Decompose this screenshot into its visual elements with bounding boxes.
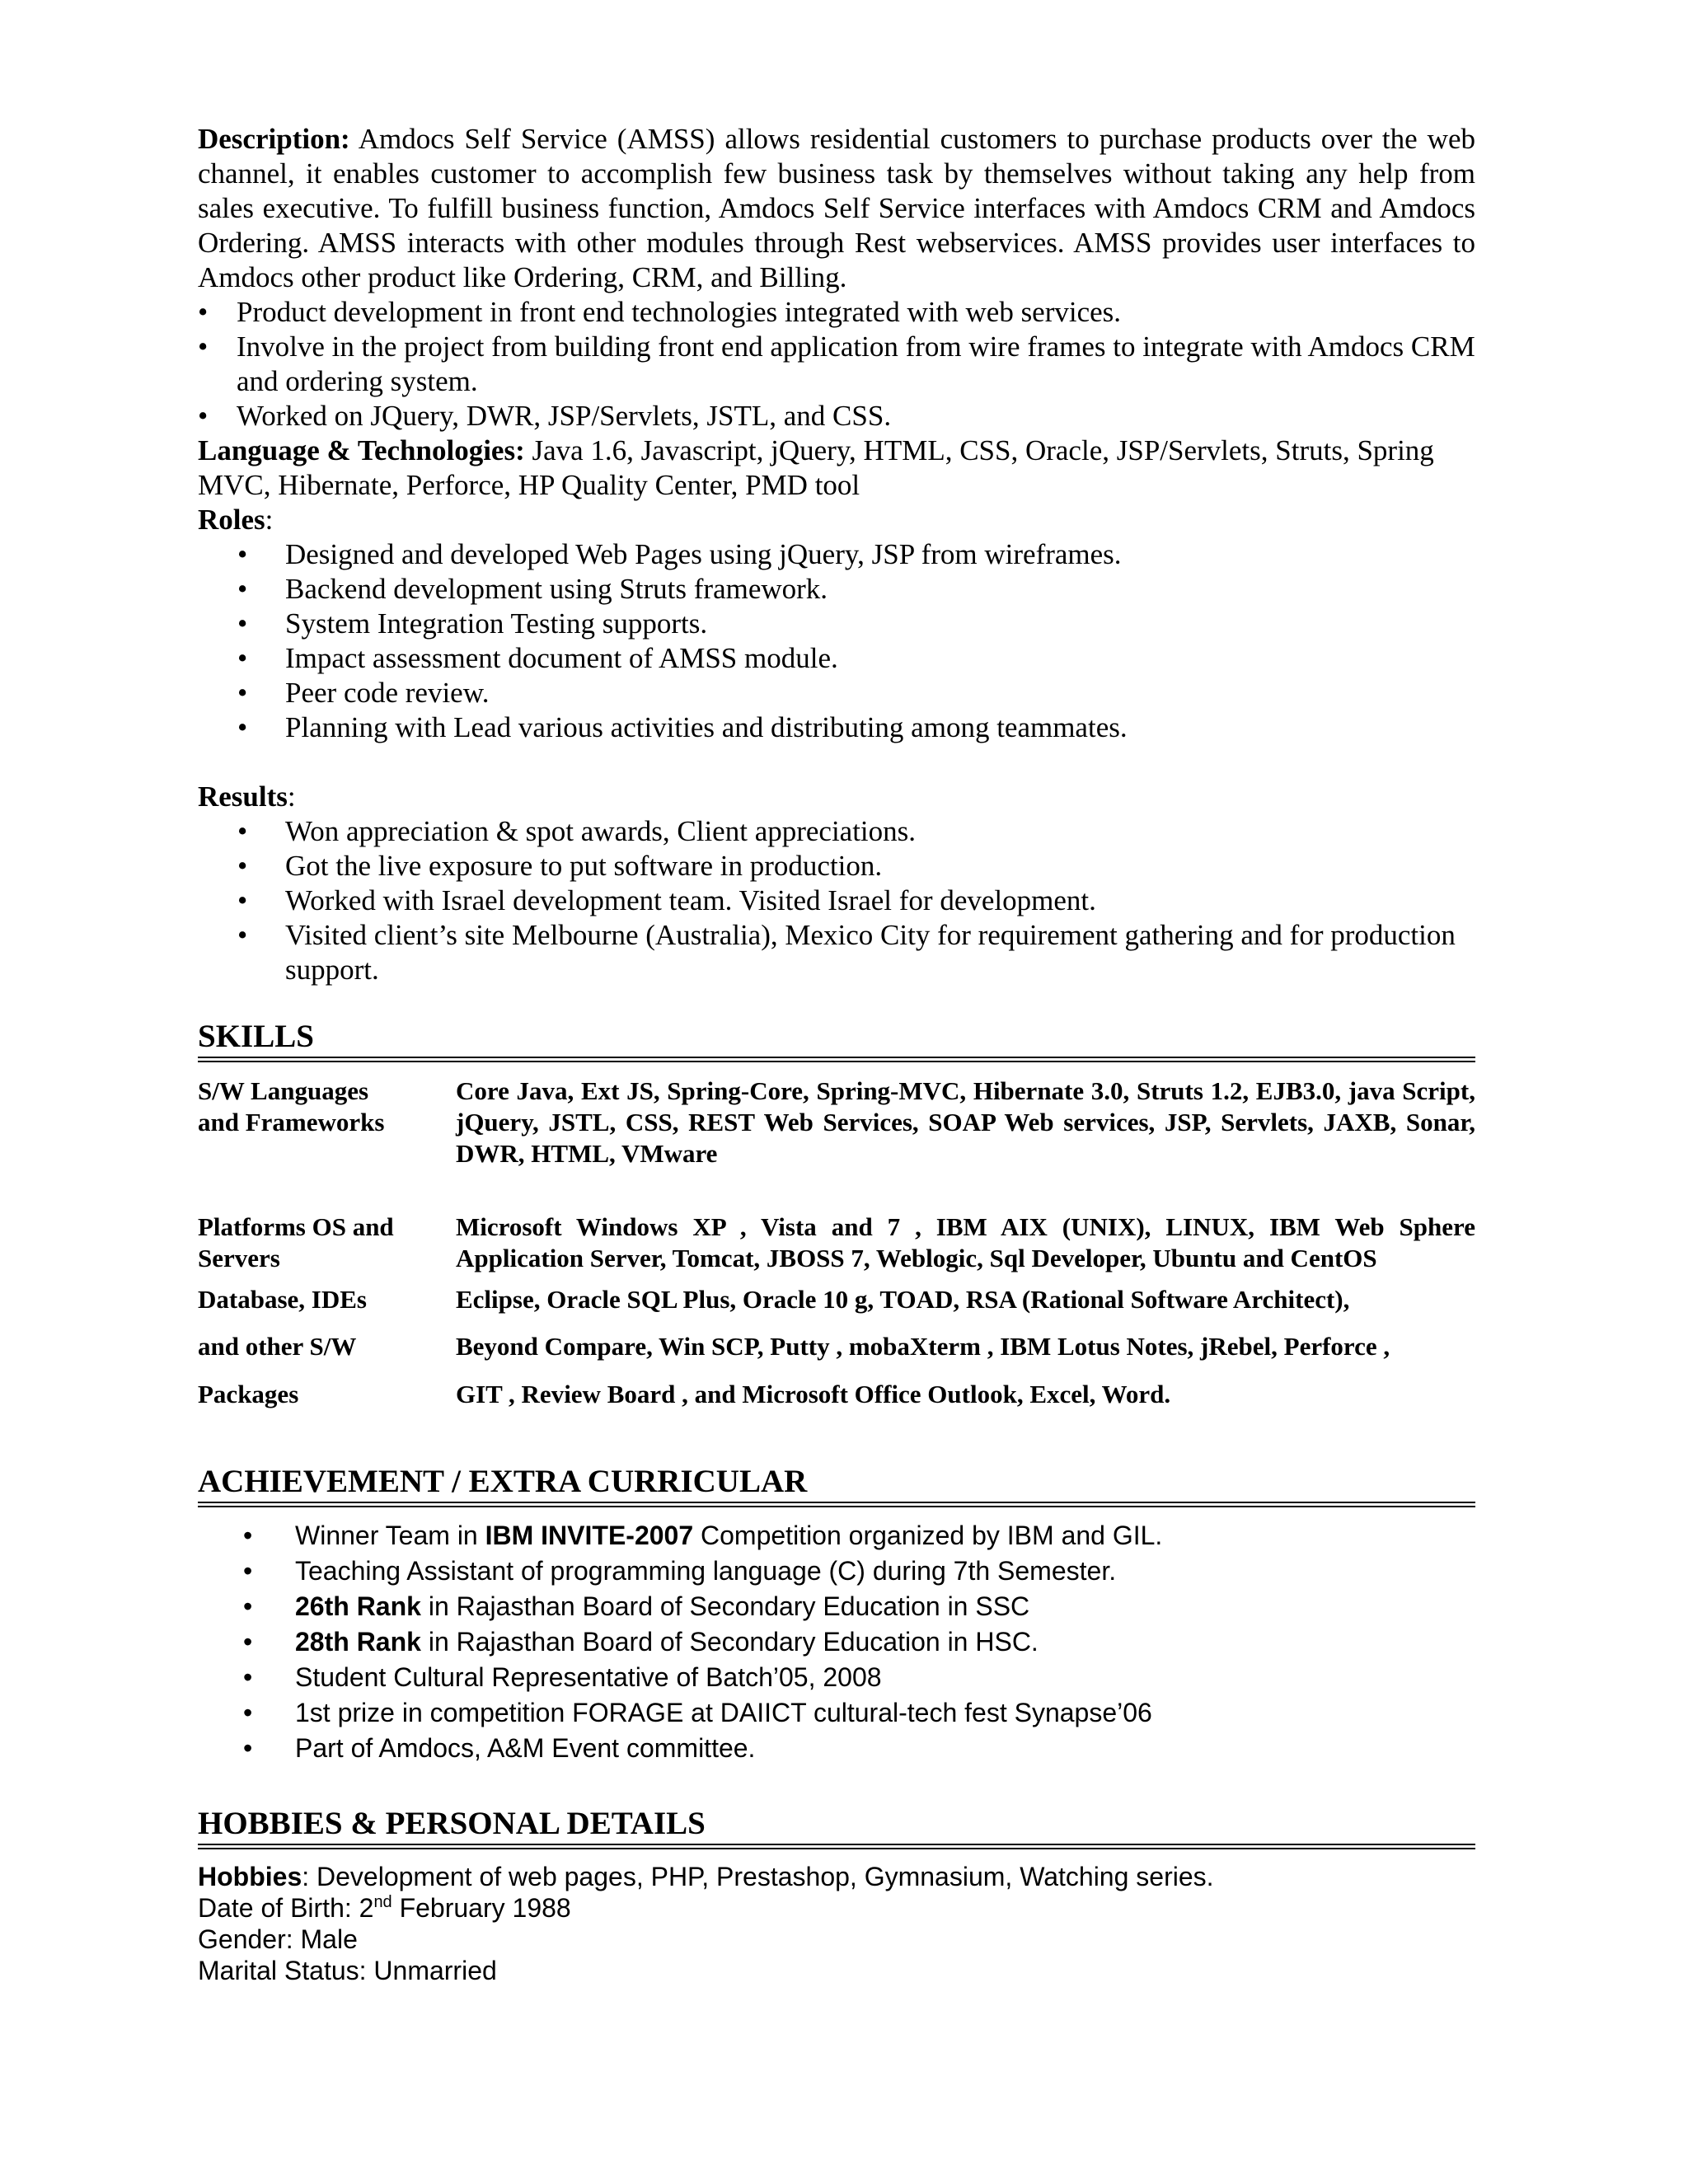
hobbies-text: : Development of web pages, PHP, Prestashop, Gymnasium, Watching series.	[302, 1862, 1214, 1891]
skills-value: GIT , Review Board , and Microsoft Office Outlook, Excel, Word.	[456, 1380, 1171, 1408]
result-item: • Won appreciation & spot awards, Client appreciations.	[237, 815, 917, 847]
section-divider	[198, 1057, 1475, 1062]
role-item: • Backend development using Struts framework.	[237, 573, 828, 605]
skills-label: Packages	[198, 1380, 299, 1408]
project-description	[198, 122, 1475, 987]
hobbies-line	[198, 1861, 1475, 1892]
achievement-item: • Winner Team in IBM INVITE-2007 Competition organized by IBM and GIL.	[243, 1521, 1163, 1550]
gender-line: Gender: Male	[198, 1924, 358, 1954]
skills-value: Microsoft Windows XP , Vista and 7 , IBM AIX (UNIX), LINUX, IBM Web Sphere Application Server, Tomcat, JBOSS 7, Weblogic, Sql Developer, Ubuntu and CentOS	[456, 1212, 1475, 1272]
achievement-item: • Teaching Assistant of programming language (C) during 7th Semester.	[243, 1556, 1117, 1586]
marital-status-line: Marital Status: Unmarried	[198, 1956, 497, 1985]
result-item: • Visited client’s site Melbourne (Australia), Mexico City for requirement gathering and for production support.	[237, 919, 1456, 986]
achievement-item: • Student Cultural Representative of Batch’05, 2008	[243, 1662, 882, 1692]
result-item: • Worked with Israel development team. Visited Israel for development.	[237, 884, 1096, 916]
roles-heading: Roles:	[198, 504, 274, 536]
achievement-item: • Part of Amdocs, A&M Event committee.	[243, 1733, 756, 1763]
bullet-dot: •	[198, 400, 209, 432]
hobbies-label: Hobbies	[198, 1862, 302, 1891]
description-paragraph	[198, 122, 1475, 295]
achievement-item: • 1st prize in competition FORAGE at DAIICT cultural-tech fest Synapse’06	[243, 1698, 1152, 1727]
skills-value: Core Java, Ext JS, Spring-Core, Spring-MVC, Hibernate 3.0, Struts 1.2, EJB3.0, java Script, jQuery, JSTL, CSS, REST Web Services, SOAP Web services, JSP, Servlets, JAXB, Sonar, DWR, HTML, VMware	[456, 1076, 1475, 1168]
description-bullet: • Worked on JQuery, DWR, JSP/Servlets, JSTL, and CSS.	[198, 400, 892, 432]
achievement-item: • 26th Rank in Rajasthan Board of Secondary Education in SSC	[243, 1591, 1030, 1621]
language-text: Java 1.6, Javascript, jQuery, HTML, CSS, Oracle, JSP/Servlets, Struts, Spring MVC, Hibernate, Perforce, HP Quality Center, PMD tool	[198, 434, 1434, 501]
bullet-dot: •	[198, 330, 209, 363]
achievement-heading: ACHIEVEMENT / EXTRA CURRICULAR	[198, 1464, 808, 1499]
skills-label: Platforms OS and Servers	[198, 1212, 394, 1272]
description-label: Description:	[198, 123, 350, 155]
achievement-list	[198, 1518, 1475, 1766]
description-bullet: • Involve in the project from building front end application from wire frames to integrate with Amdocs CRM and ordering system.	[198, 330, 1475, 397]
personal-heading: HOBBIES & PERSONAL DETAILS	[198, 1806, 706, 1841]
skills-label: and other S/W	[198, 1332, 357, 1361]
dob-line: Date of Birth: 2nd February 1988	[198, 1893, 571, 1923]
skills-value: Eclipse, Oracle SQL Plus, Oracle 10 g, TOAD, RSA (Rational Software Architect),	[456, 1285, 1350, 1314]
language-technologies	[198, 434, 1475, 503]
role-item: • Peer code review.	[237, 677, 490, 709]
role-item: • Designed and developed Web Pages using jQuery, JSP from wireframes.	[237, 538, 1122, 570]
role-item: • Planning with Lead various activities and distributing among teammates.	[237, 711, 1128, 743]
bullet-dot: •	[198, 296, 209, 328]
language-label: Language & Technologies:	[198, 434, 525, 466]
description-bullet: • Product development in front end technologies integrated with web services.	[198, 296, 1122, 328]
role-item: • Impact assessment document of AMSS module.	[237, 642, 838, 674]
description-text: Amdocs Self Service (AMSS) allows residential customers to purchase products over the web channel, it enables customer to accomplish few business task by themselves without taking any help from sales executive. To fulfill business function, Amdocs Self Service interfaces with Amdocs CRM and Amdocs Ordering. AMSS interacts with other modules through Rest webservices. AMSS provides user interfaces to Amdocs other product like Ordering, CRM, and Billing.	[198, 123, 1475, 293]
results-heading: Results:	[198, 780, 296, 813]
achievement-item: • 28th Rank in Rajasthan Board of Secondary Education in HSC.	[243, 1627, 1039, 1657]
skills-value: Beyond Compare, Win SCP, Putty , mobaXterm , IBM Lotus Notes, jRebel, Perforce ,	[456, 1332, 1390, 1361]
section-divider	[198, 1844, 1475, 1849]
result-item: • Got the live exposure to put software in production.	[237, 850, 883, 882]
skills-label: Database, IDEs	[198, 1285, 367, 1314]
skills-label: S/W Languages and Frameworks	[198, 1076, 385, 1137]
skills-heading: SKILLS	[198, 1019, 314, 1054]
section-divider	[198, 1502, 1475, 1507]
role-item: • System Integration Testing supports.	[237, 607, 708, 640]
personal-details	[198, 1861, 1475, 1986]
